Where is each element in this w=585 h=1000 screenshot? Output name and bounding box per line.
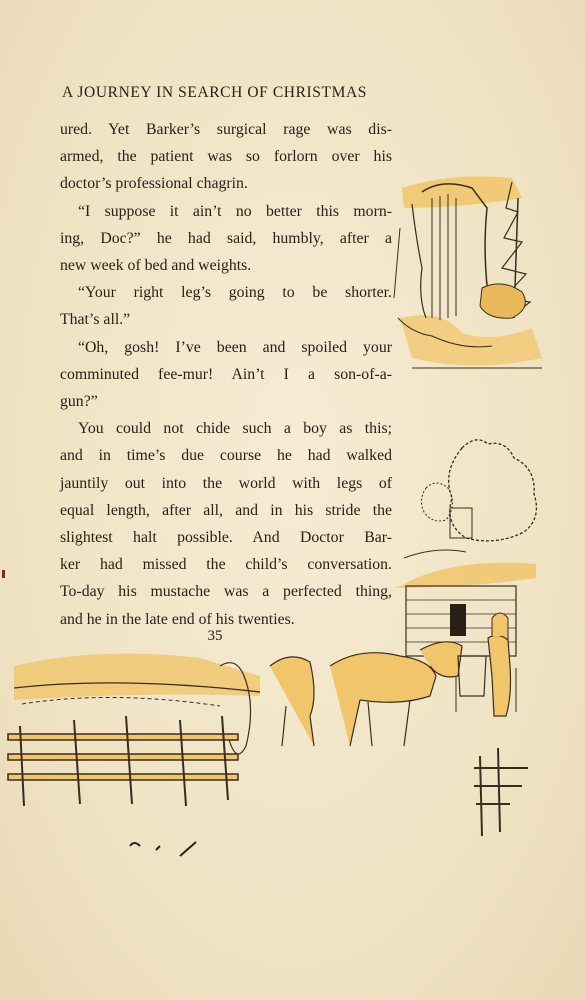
text-line: and in time’s due course he had walked xyxy=(60,447,392,465)
text-line: and he in the late end of his twenties. xyxy=(60,610,295,628)
text-line: “I suppose it ain’t no better this morn- xyxy=(78,202,392,220)
running-head: A JOURNEY IN SEARCH OF CHRISTMAS xyxy=(62,84,367,101)
fence-horses-illustration xyxy=(0,636,560,880)
text-line: jauntily out into the world with legs of xyxy=(60,474,392,492)
text-line: “Your right leg’s going to be shorter. xyxy=(78,284,392,302)
text-line: doctor’s professional chagrin. xyxy=(60,175,248,193)
text-line: That’s all.” xyxy=(60,311,131,329)
margin-mark xyxy=(2,570,5,578)
text-line: slightest halt possible. And Doctor Bar- xyxy=(60,529,392,547)
text-line: equal length, after all, and in his stride the xyxy=(60,501,392,519)
horses-icon xyxy=(0,636,560,880)
body-text xyxy=(60,116,392,633)
waterfall-illustration xyxy=(392,168,552,376)
text-line: “Oh, gosh! I’ve been and spoiled your xyxy=(78,338,392,356)
text-line: new week of bed and weights. xyxy=(60,257,252,275)
text-line: comminuted fee-mur! Ain’t I a son-of-a- xyxy=(60,365,392,383)
text-line: ured. Yet Barker’s surgical rage was dis- xyxy=(60,121,392,138)
waterfall-icon xyxy=(392,168,552,376)
text-line: armed, the patient was so forlorn over his xyxy=(60,148,392,166)
text-line: gun?” xyxy=(60,393,98,411)
text-line: ing, Doc?” he had said, humbly, after a xyxy=(60,229,392,247)
text-line: ker had missed the child’s conversation. xyxy=(60,556,392,574)
page-number: 35 xyxy=(207,628,223,644)
text-line: To-day his mustache was a perfected thing, xyxy=(60,583,392,601)
text-line: You could not chide such a boy as this; xyxy=(78,420,392,438)
